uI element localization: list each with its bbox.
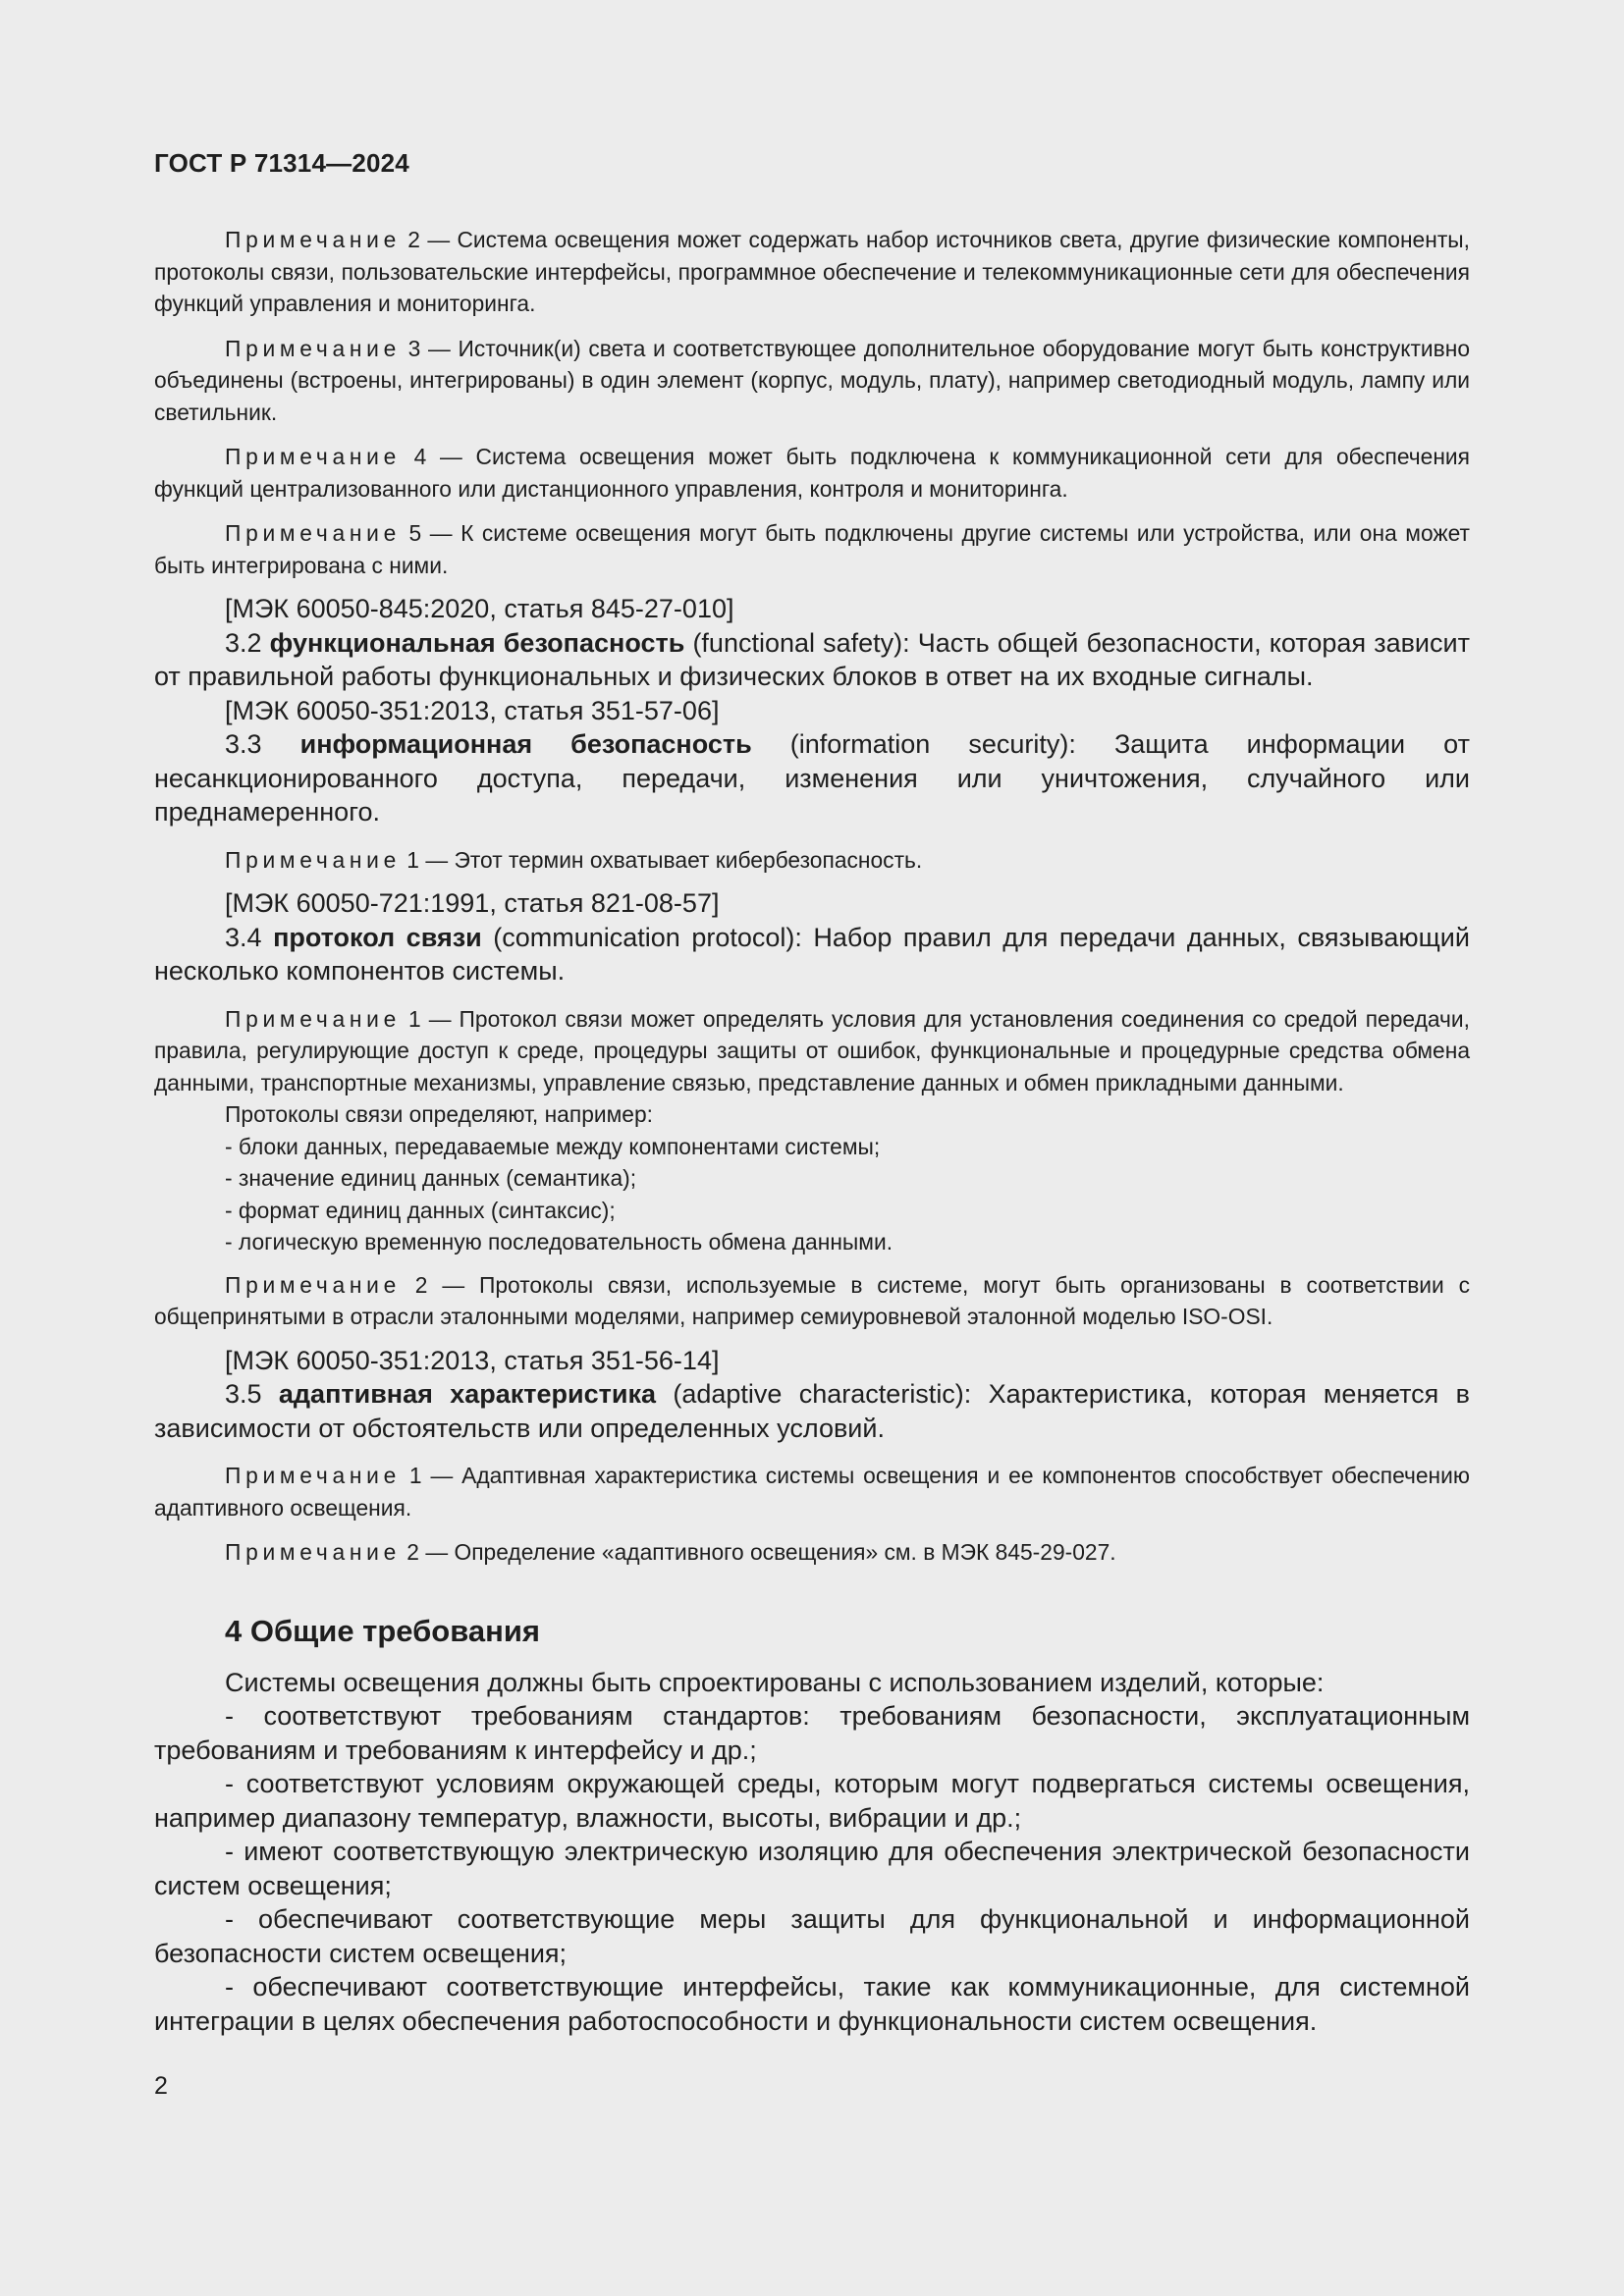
note-label: Примечание xyxy=(225,1539,401,1565)
term-definition: Защита информации от несанкционированного доступа, передачи, изменения или уничтожения, случайного или преднамеренного. xyxy=(154,729,1470,827)
note-number: 3 xyxy=(407,335,421,361)
term-english: (information security): xyxy=(789,729,1076,759)
note-4 xyxy=(154,441,1470,505)
list-item: - формат единиц данных (синтаксис); xyxy=(225,1197,616,1223)
term-name: адаптивная характеристика xyxy=(278,1379,656,1409)
term-definition: Характеристика, которая меняется в зависимости от обстоятельств или определенных условий. xyxy=(154,1379,1470,1443)
note-label: Примечание xyxy=(225,846,401,873)
note-label: Примечание xyxy=(225,227,401,252)
term-number: 3.3 xyxy=(225,729,262,759)
term-name: протокол связи xyxy=(273,922,482,952)
section-intro: Системы освещения должны быть спроектированы с использованием изделий, которые: xyxy=(225,1667,1325,1697)
note-number: 1 xyxy=(407,1005,421,1032)
note-label: Примечание xyxy=(225,444,401,469)
requirement-item: - соответствуют требованиям стандартов: требованиям безопасности, эксплуатационным требованиям и требованиям к интерфейсу и др.; xyxy=(154,1701,1470,1765)
note-number: 2 xyxy=(407,227,420,252)
note-2 xyxy=(154,224,1470,320)
note-label: Примечание xyxy=(225,520,401,546)
note-text: — Протоколы связи, используемые в системе, могут быть организованы в соответствии с общепринятыми в отрасли эталонными моделями, например семиуровневой эталонной моделью ISO-OSI. xyxy=(154,1271,1471,1329)
note-text: — Адаптивная характеристика системы освещения и ее компонентов способствует обеспечению адаптивного освещения. xyxy=(154,1463,1470,1521)
term-english: (functional safety): xyxy=(692,627,910,658)
term-english: (adaptive characteristic): xyxy=(673,1379,972,1409)
list-item: - логическую временную последовательность обмена данными. xyxy=(225,1229,893,1255)
note-number: 1 xyxy=(406,846,419,873)
term-name: информационная безопасность xyxy=(299,729,752,759)
term-number: 3.2 xyxy=(225,627,262,658)
reference: [МЭК 60050-721:1991, статья 821-08-57] xyxy=(225,888,720,918)
note-text: — Этот термин охватывает кибербезопасность. xyxy=(425,846,923,873)
reference: [МЭК 60050-845:2020, статья 845-27-010] xyxy=(225,594,734,623)
note-label: Примечание xyxy=(225,1463,401,1488)
page-number: 2 xyxy=(154,2072,168,2100)
note-3-3-1 xyxy=(154,844,1470,877)
note-number: 2 xyxy=(406,1539,419,1565)
note-label: Примечание xyxy=(225,1005,401,1032)
requirement-item: - обеспечивают соответствующие меры защиты для функциональной и информационной безопасности систем освещения; xyxy=(154,1904,1470,1968)
reference: [МЭК 60050-351:2013, статья 351-57-06] xyxy=(225,695,720,725)
note-number: 4 xyxy=(413,444,427,469)
note-label: Примечание xyxy=(225,1271,401,1298)
note-3-4-2 xyxy=(154,1269,1470,1333)
term-3-5 xyxy=(154,1377,1470,1445)
note-label: Примечание xyxy=(225,335,401,361)
term-3-4 xyxy=(154,921,1470,988)
protocols-intro: Протоколы связи определяют, например: xyxy=(225,1101,653,1127)
term-3-2 xyxy=(154,626,1470,694)
note-3-5-2 xyxy=(154,1536,1470,1569)
note-text: — Система освещения может быть подключена к коммуникационной сети для обеспечения функций централизованного или дистанционного управления, контроля и мониторинга. xyxy=(154,444,1470,502)
list-item: - значение единиц данных (семантика); xyxy=(225,1165,637,1191)
note-3-4-1 xyxy=(154,1003,1470,1099)
section-title: 4 Общие требования xyxy=(225,1613,540,1648)
note-number: 2 xyxy=(414,1271,428,1298)
requirement-item: - имеют соответствующую электрическую изоляцию для обеспечения электрической безопасности систем освещения; xyxy=(154,1837,1470,1900)
note-text: — К системе освещения могут быть подключены другие системы или устройства, или она может быть интегрирована с ними. xyxy=(154,520,1470,578)
term-english: (communication protocol): xyxy=(493,922,802,952)
document-header: ГОСТ Р 71314—2024 xyxy=(154,148,409,178)
requirement-item: - соответствуют условиям окружающей среды, которым могут подвергаться системы освещения, например диапазону температур, влажности, высоты, вибрации и др.; xyxy=(154,1769,1470,1833)
term-definition: Часть общей безопасности, которая зависит от правильной работы функциональных и физических блоков в ответ на их входные сигналы. xyxy=(154,627,1470,691)
note-text: — Определение «адаптивного освещения» см. в МЭК 845-29-027. xyxy=(425,1539,1116,1565)
document-content xyxy=(154,224,1470,2038)
reference: [МЭК 60050-351:2013, статья 351-56-14] xyxy=(225,1345,720,1375)
note-text: — Протокол связи может определять условия для установления соединения со средой передачи, правила, регулирующие доступ к среде, процедуры защиты от ошибок, функциональные и процедурные средства обмена данными, транспортные механизмы, управление связью, представление данных и обмен прикладными данными. xyxy=(154,1005,1470,1095)
list-item: - блоки данных, передаваемые между компонентами системы; xyxy=(225,1133,881,1159)
requirement-item: - обеспечивают соответствующие интерфейсы, такие как коммуникационные, для системной интеграции в целях обеспечения работоспособности и функциональности систем освещения. xyxy=(154,1972,1470,2036)
note-text: — Система освещения может содержать набор источников света, другие физические компоненты, протоколы связи, пользовательские интерфейсы, программное обеспечение и телекоммуникационные сети для обеспечения функций управления и мониторинга. xyxy=(154,227,1470,316)
term-number: 3.5 xyxy=(225,1379,262,1409)
note-text: — Источник(и) света и соответствующее дополнительное оборудование могут быть конструктивно объединены (встроены, интегрированы) в один элемент (корпус, модуль, плату), например светодиодный модуль, лампу или светильник. xyxy=(154,335,1471,425)
term-number: 3.4 xyxy=(225,922,262,952)
note-3-5-1 xyxy=(154,1460,1470,1523)
note-number: 1 xyxy=(408,1463,422,1488)
term-name: функциональная безопасность xyxy=(269,627,685,658)
term-definition: Набор правил для передачи данных, связывающий несколько компонентов системы. xyxy=(154,922,1470,986)
note-3 xyxy=(154,333,1470,429)
note-number: 5 xyxy=(408,520,422,546)
note-5 xyxy=(154,517,1470,581)
term-3-3 xyxy=(154,727,1470,829)
